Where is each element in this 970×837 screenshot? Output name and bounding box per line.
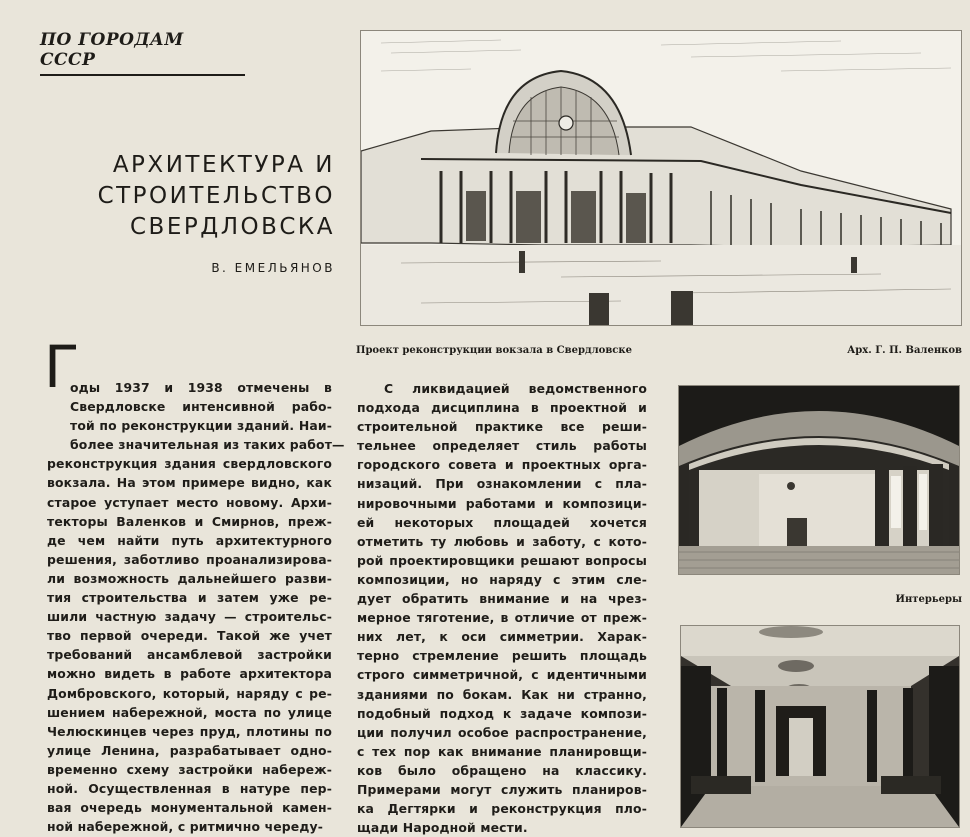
text-line: подхода дисциплина в проектной и (357, 400, 647, 416)
text-line: композиции, но наряду с этим сле- (357, 571, 647, 587)
text-line: старое уступает место новому. Архи- (47, 494, 332, 510)
text-line: вая очередь монументальной камен- (47, 800, 332, 816)
text-line: подобный подход к задаче компози- (357, 705, 647, 721)
text-line: тия строительства и затем уже ре- (47, 590, 332, 606)
text-line: де чем найти путь архитектурного (47, 532, 332, 548)
text-line: нировочными работами и композици- (357, 495, 647, 511)
text-line: Челюскинцев через пруд, плотины по (47, 723, 332, 739)
text-line: щади Народной мести. (357, 820, 528, 836)
text-line: более значительная из таких работ— (70, 437, 345, 453)
text-line: строительной практике все реши- (357, 419, 647, 435)
text-line: шили частную задачу — строительс- (47, 609, 332, 625)
left-text-column (47, 378, 345, 836)
text-line: терно стремление решить площадь (357, 648, 647, 664)
station-caption: Проект реконструкции вокзала в Свердловске (356, 345, 632, 356)
article-author: В. ЕМЕЛЬЯНОВ (211, 261, 335, 275)
text-line: тельнее определяет стиль работы (357, 438, 647, 454)
text-line: строго симметричной, с идентичными (357, 667, 647, 683)
drop-cap: Г (44, 333, 80, 401)
article-title (98, 150, 335, 243)
text-line: улице Ленина, разрабатывает одно- (47, 742, 332, 758)
text-line: Свердловске интенсивной рабо- (70, 399, 332, 415)
text-line: ли возможность дальнейшего разви- (47, 570, 332, 586)
text-line: ной набережной, с ритмично череду- (47, 819, 324, 835)
middle-text-column (357, 379, 647, 837)
text-line: можно видеть в работе архитектора (47, 666, 332, 682)
text-line: рой проектировщики решают вопросы (357, 552, 647, 568)
text-line: текторы Валенков и Смирнов, преж- (47, 513, 332, 529)
text-line: Домбровского, который, наряду с ре- (47, 685, 332, 701)
text-line: низаций. При ознакомлении с пла- (357, 476, 647, 492)
text-line: отметить ту любовь и заботу, с кото- (357, 533, 647, 549)
text-line: ей некоторых площадей хочется (357, 514, 647, 530)
text-line: зданиями по бокам. Как ни странно, (357, 686, 647, 702)
text-line: решения, заботливо проанализирова- (47, 551, 332, 567)
interiors-caption: Интерьеры (895, 594, 962, 605)
section-title: ПО ГОРОДАМ СССР (40, 30, 245, 76)
article-title-line: СВЕРДЛОВСКА (129, 214, 335, 240)
interior-photo-corridor (680, 625, 960, 828)
text-line: оды 1937 и 1938 отмечены в (70, 380, 332, 395)
interior-photo-hall (678, 385, 960, 575)
text-line: тво первой очереди. Такой же учет (47, 628, 332, 644)
text-line: ной. Осуществленная в натуре пер- (47, 780, 332, 796)
text-line: временно схему застройки набереж- (47, 761, 332, 777)
text-line: Примерами могут служить планиров- (357, 781, 647, 797)
article-title-line: АРХИТЕКТУРА И (112, 152, 335, 178)
text-line: с тех пор как внимание планировщи- (357, 743, 647, 759)
text-line: ции получил особое распространение, (357, 724, 647, 740)
station-author-caption: Арх. Г. П. Валенков (847, 345, 962, 356)
text-line: дует обратить внимание и на чрез- (357, 591, 647, 607)
text-line: требований ансамблевой застройки (47, 647, 332, 663)
text-line: ка Дегтярки и реконструкция пло- (357, 801, 647, 817)
text-line: реконструкция здания свердловского (47, 456, 332, 472)
text-line: ков было обращено на классику. (357, 762, 647, 778)
text-line: шением набережной, моста по улице (47, 704, 332, 720)
text-line: мерное тяготение, в отличие от преж- (357, 610, 647, 626)
article-title-line: СТРОИТЕЛЬСТВО (97, 183, 335, 209)
text-line: городского совета и проектных орга- (357, 457, 647, 473)
text-line: вокзала. На этом примере видно, как (47, 475, 332, 491)
text-line: них лет, к оси симметрии. Харак- (357, 629, 647, 645)
text-line: той по реконструкции зданий. Наи- (70, 418, 332, 434)
text-line: С ликвидацией ведомственного (384, 381, 647, 396)
station-illustration (360, 30, 962, 326)
